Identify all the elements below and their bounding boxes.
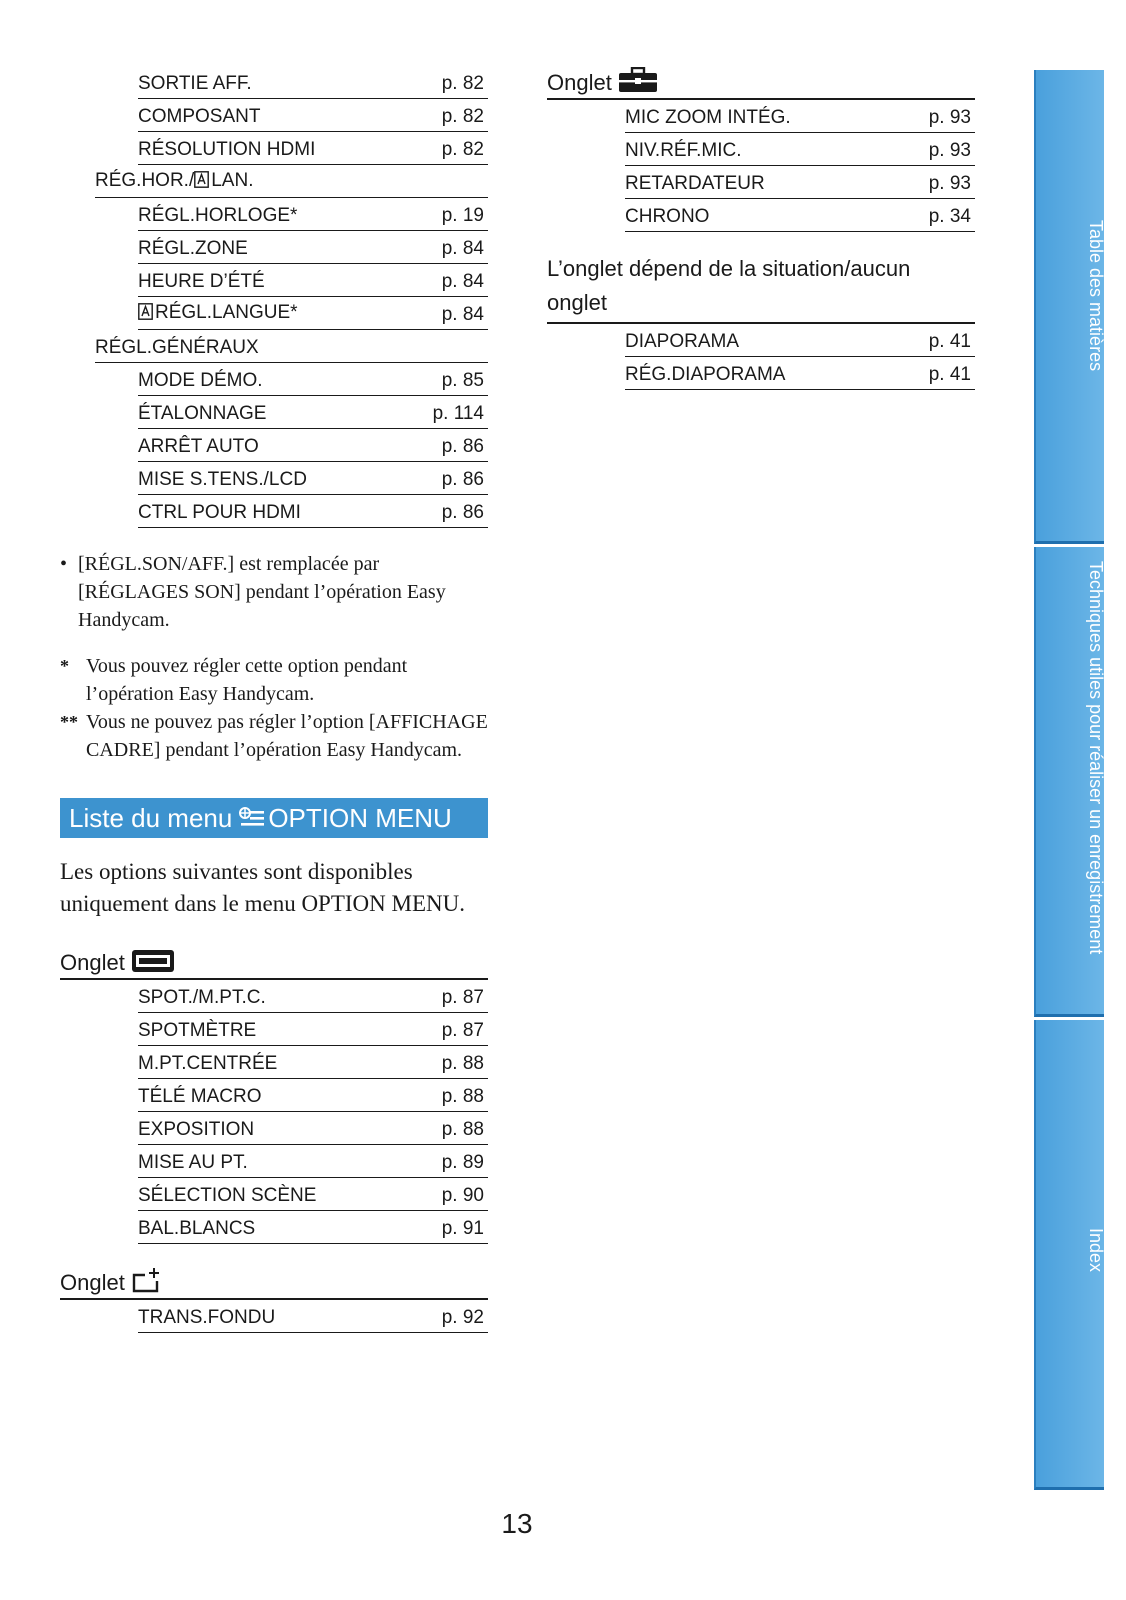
footnote-mark: * [60, 656, 69, 676]
right-column [547, 66, 975, 390]
option-menu-heading [60, 798, 488, 838]
menu-row[interactable] [138, 1112, 488, 1145]
toolbox-tab-list [547, 100, 975, 232]
effect-tab-heading [60, 1266, 488, 1300]
menu-row-label: RÉGL.LANGUE* [155, 302, 298, 323]
side-tab-contents[interactable] [1034, 70, 1104, 544]
effect-tab-list [60, 1300, 488, 1333]
tab-heading-label: Onglet [60, 1270, 125, 1295]
menu-row[interactable] [625, 357, 975, 390]
menu-row-page: p. 87 [441, 1020, 484, 1041]
effect-tab-icon [131, 1267, 163, 1293]
menu-row-label: RÉG.DIAPORAMA [625, 364, 786, 385]
menu-row[interactable] [138, 231, 488, 264]
menu-row-page: p. 41 [928, 364, 971, 385]
menu-row-label: MIC ZOOM INTÉG. [625, 107, 791, 128]
menu-row-page: p. 88 [441, 1086, 484, 1107]
menu-row-page: p. 82 [441, 139, 484, 160]
menu-row[interactable] [138, 1013, 488, 1046]
menu-row[interactable] [625, 100, 975, 133]
footnote [60, 652, 488, 708]
footnote [60, 708, 488, 764]
menu-row[interactable] [138, 396, 488, 429]
menu-row[interactable] [138, 462, 488, 495]
side-tab-label: Table des matières [1086, 220, 1106, 372]
menu-row-label: RÉSOLUTION HDMI [138, 139, 316, 160]
menu-row-page: p. 84 [441, 238, 484, 259]
bullet-note [60, 550, 488, 634]
menu-row[interactable] [625, 324, 975, 357]
option-menu-intro: Les options suivantes sont disponibles uniquement dans le menu OPTION MENU. [60, 859, 465, 916]
menu-row[interactable] [625, 199, 975, 232]
menu-row[interactable] [138, 99, 488, 132]
menu-row-label: RÉGL.ZONE [138, 238, 248, 259]
menu-row-page: p. 93 [928, 173, 971, 194]
menu-row-label: BAL.BLANCS [138, 1218, 256, 1239]
camera-tab-heading [60, 946, 488, 980]
menu-row[interactable] [138, 1300, 488, 1333]
menu-row-label-suffix: LAN. [211, 170, 254, 191]
left-column [60, 66, 488, 1333]
menu-row-page: p. 93 [928, 107, 971, 128]
heading-text: OPTION MENU [268, 802, 452, 833]
menu-row-label: NIV.RÉF.MIC. [625, 140, 742, 161]
menu-row-label: SPOT./M.PT.C. [138, 987, 266, 1008]
menu-row[interactable] [138, 264, 488, 297]
camera-tab-icon [131, 949, 175, 973]
menu-row-page: p. 82 [441, 106, 484, 127]
bullet-notes [60, 550, 488, 634]
menu-row-label: SPOTMÈTRE [138, 1020, 257, 1041]
menu-row[interactable] [138, 495, 488, 528]
menu-row[interactable] [138, 1079, 488, 1112]
menu-row[interactable] [138, 297, 488, 330]
menu-row[interactable] [138, 1046, 488, 1079]
menu-row-page: p. 93 [928, 140, 971, 161]
toolbox-tab-icon [618, 67, 658, 93]
menu-row-page: p. 82 [441, 73, 484, 94]
menu-row-label: RÉGL.GÉNÉRAUX [95, 337, 259, 358]
menu-row-page: p. 86 [441, 502, 484, 523]
menu-row-label: ÉTALONNAGE [138, 403, 267, 424]
menu-row-label: DIAPORAMA [625, 331, 740, 352]
side-tab-label: Techniques utiles pour réaliser un enregistrement [1086, 561, 1106, 955]
menu-row-label: RETARDATEUR [625, 173, 765, 194]
language-icon [194, 171, 209, 195]
footnote-text: Vous ne pouvez pas régler l’option [AFFICHAGE CADRE] pendant l’opération Easy Handycam. [86, 711, 488, 761]
heading-text: Liste du menu [69, 802, 233, 833]
menu-row-page: p. 85 [441, 370, 484, 391]
menu-row-label: RÉG.HOR./ [95, 170, 195, 191]
menu-row[interactable] [138, 1178, 488, 1211]
menu-row-page: p. 91 [441, 1218, 484, 1239]
bullet-note-text: [RÉGL.SON/AFF.] est remplacée par [RÉGLAGES SON] pendant l’opération Easy Handycam. [78, 553, 446, 631]
footnote-mark: ** [60, 712, 78, 732]
menu-row[interactable] [625, 133, 975, 166]
side-tab-label: Index [1086, 1228, 1106, 1273]
menu-row-page: p. 92 [441, 1307, 484, 1328]
menu-row-label: TÉLÉ MACRO [138, 1086, 262, 1107]
menu-row-label: SORTIE AFF. [138, 73, 252, 94]
menu-row-page: p. 89 [441, 1152, 484, 1173]
menu-row-label: CTRL POUR HDMI [138, 502, 301, 523]
language-icon [138, 303, 153, 327]
menu-list-top [60, 66, 488, 528]
bullet-icon: • [60, 553, 68, 575]
menu-row-label: ARRÊT AUTO [138, 436, 259, 457]
menu-row-page: p. 41 [928, 331, 971, 352]
menu-row-page: p. 88 [441, 1119, 484, 1140]
menu-row-label: MISE S.TENS./LCD [138, 469, 307, 490]
menu-row[interactable] [138, 66, 488, 99]
menu-row-page: p. 90 [441, 1185, 484, 1206]
menu-row[interactable] [138, 1145, 488, 1178]
menu-row[interactable] [138, 363, 488, 396]
menu-row-label-wrap [95, 169, 253, 195]
menu-row-page: p. 88 [441, 1053, 484, 1074]
side-tab-techniques[interactable] [1034, 547, 1104, 1017]
menu-row-label: COMPOSANT [138, 106, 261, 127]
menu-row-label: TRANS.FONDU [138, 1307, 276, 1328]
menu-row-page: p. 34 [928, 206, 971, 227]
footnotes [60, 652, 488, 764]
menu-row-label: MISE AU PT. [138, 1152, 248, 1173]
menu-row-label: M.PT.CENTRÉE [138, 1053, 278, 1074]
menu-row-label: RÉGL.HORLOGE* [138, 205, 298, 226]
footnote-text: Vous pouvez régler cette option pendant l’opération Easy Handycam. [86, 655, 408, 705]
menu-row[interactable] [625, 166, 975, 199]
menu-row-page: p. 84 [441, 304, 484, 325]
menu-row-page: p. 87 [441, 987, 484, 1008]
menu-row-page: p. 86 [441, 469, 484, 490]
menu-row-label: HEURE D’ÉTÉ [138, 271, 265, 292]
menu-row[interactable] [138, 132, 488, 165]
toolbox-tab-heading [547, 66, 975, 100]
menu-row[interactable] [138, 198, 488, 231]
menu-group-row [95, 165, 488, 198]
menu-row-page: p. 86 [441, 436, 484, 457]
option-menu-icon [238, 806, 266, 830]
situation-tab-heading: L’onglet dépend de la situation/aucun onglet [547, 252, 975, 324]
menu-row[interactable] [138, 980, 488, 1013]
menu-row[interactable] [138, 429, 488, 462]
menu-row-label: CHRONO [625, 206, 710, 227]
tab-heading-label: Onglet [60, 950, 125, 975]
menu-row[interactable] [138, 1211, 488, 1244]
menu-group-row [95, 330, 488, 363]
menu-row-page: p. 114 [432, 403, 484, 424]
menu-row-label: MODE DÉMO. [138, 370, 263, 391]
tab-heading-label: Onglet [547, 70, 612, 95]
situation-tab-list [547, 324, 975, 390]
page-number: 13 [501, 1508, 533, 1539]
side-tab-index[interactable] [1034, 1020, 1104, 1490]
menu-row-page: p. 19 [441, 205, 484, 226]
menu-row-label-wrap [138, 301, 298, 327]
menu-row-label: EXPOSITION [138, 1119, 255, 1140]
menu-row-page: p. 84 [441, 271, 484, 292]
menu-row-label: SÉLECTION SCÈNE [138, 1185, 317, 1206]
camera-tab-list [60, 980, 488, 1244]
